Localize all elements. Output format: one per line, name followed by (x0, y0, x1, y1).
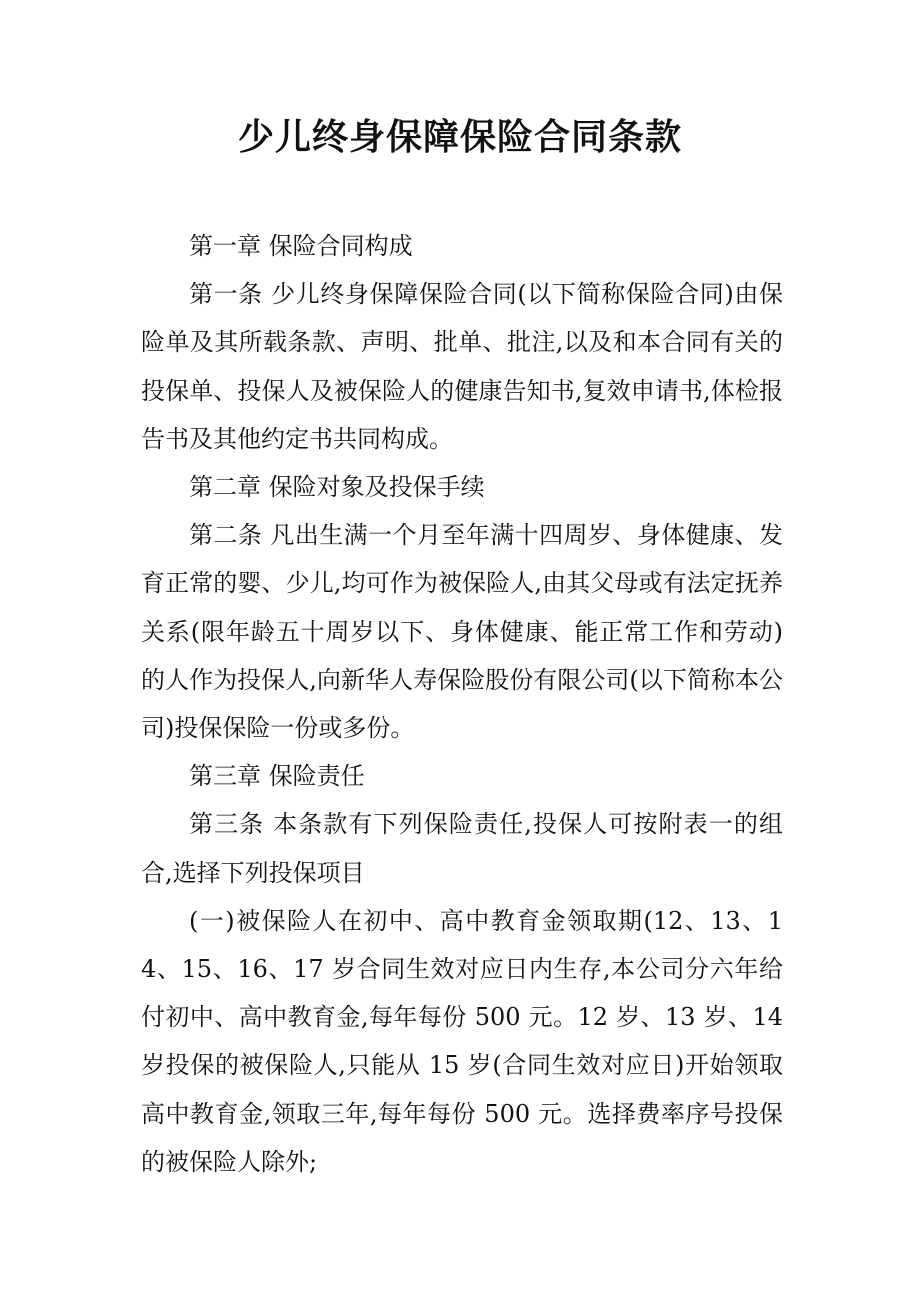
document-body (141, 222, 783, 1186)
article-paragraph: 第三条 本条款有下列保险责任,投保人可按附表一的组合,选择下列投保项目 (141, 810, 783, 887)
clause-paragraph: (一)被保险人在初中、高中教育金领取期(12、13、14、15、16、17 岁合同生效对应日内生存,本公司分六年给付初中、高中教育金,每年每份 500 元。12 岁、13 岁、14 岁投保的被保险人,只能从 15 岁(合同生效对应日)开始领取高中教育金,领取三年,每年每份 500 元。选择费率序号投保的被保险人除外; (141, 906, 783, 1176)
article-paragraph: 第一条 少儿终身保障保险合同(以下简称保险合同)由保险单及其所载条款、声明、批单、批注,以及和本合同有关的投保单、投保人及被保险人的健康告知书,复效申请书,体检报告书及其他约定书共同构成。 (141, 280, 783, 453)
document-title: 少儿终身保障保险合同条款 (237, 116, 682, 158)
article-paragraph: 第二条 凡出生满一个月至年满十四周岁、身体健康、发育正常的婴、少儿,均可作为被保险人,由其父母或有法定抚养关系(限年龄五十周岁以下、身体健康、能正常工作和劳动)的人作为投保人,向新华人寿保险股份有限公司(以下简称本公司)投保保险一份或多份。 (141, 521, 783, 743)
chapter-heading: 第一章 保险合同构成 (189, 232, 413, 260)
chapter-heading: 第三章 保险责任 (189, 762, 365, 791)
chapter-heading: 第二章 保险对象及投保手续 (189, 473, 485, 502)
